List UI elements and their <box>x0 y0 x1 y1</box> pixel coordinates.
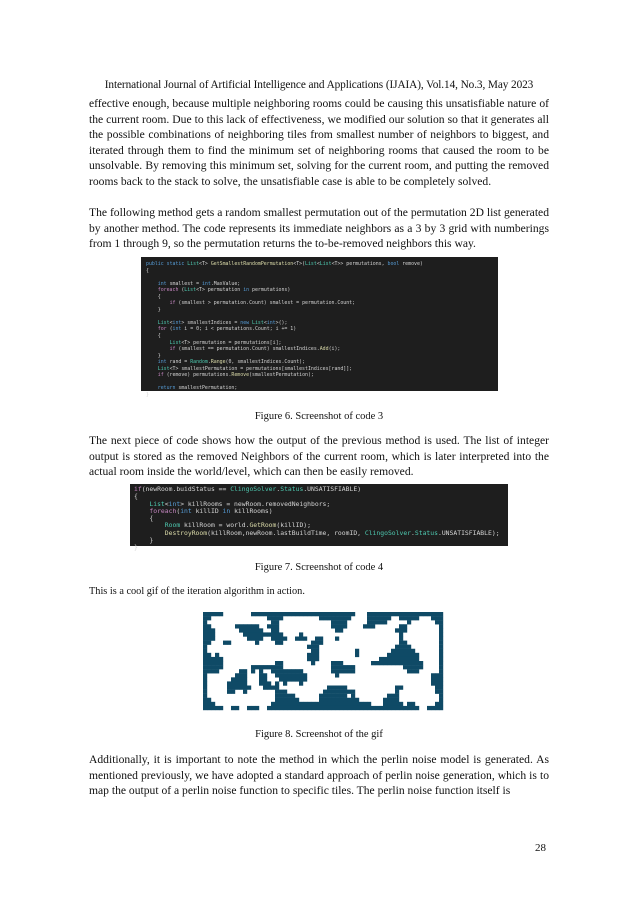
code-line: { <box>146 293 161 300</box>
code-line: { <box>134 514 154 523</box>
code-line: } <box>146 352 161 359</box>
code-line: if (remove) permutations.Remove(smallestPermutation); <box>157 372 314 379</box>
code-line: { <box>146 333 161 340</box>
figure-8-caption: Figure 8. Screenshot of the gif <box>255 729 383 740</box>
code-line: DestroyRoom(killRoom,newRoom.lastBuildTime, roomID, ClingoSolver.Status.UNSATISFIABLE); <box>164 528 500 537</box>
code-line: List<T> permutation = permutations[i]; <box>169 339 282 346</box>
code-line: List<T> smallestPermutation = permutations[smallestIndices[rand]]; <box>157 365 353 372</box>
code-line: } <box>146 391 149 398</box>
code-line: for (int i = 0; i < permutations.Count; i += 1) <box>157 326 297 333</box>
code-line: if(newRoom.buidStatus == ClingoSolver.Status.UNSATISFIABLE) <box>134 485 362 493</box>
journal-header: International Journal of Artificial Intelligence and Applications (IJAIA), Vol.14, No.3, May 2023 <box>104 79 534 91</box>
code-line: foreach(int killID in killRooms) <box>149 506 273 515</box>
figure-6-caption: Figure 6. Screenshot of code 3 <box>254 411 384 422</box>
paragraph-output-usage: The next piece of code shows how the output of the previous method is used. The list of integer output is stored as the removed Neighbors of the current room, which is later interpreted into the actual room inside the world/level, which can then be easily removed. <box>89 434 549 479</box>
code-line: int smallest = int.MaxValue; <box>157 280 241 287</box>
code-line: } <box>134 536 154 545</box>
code-line: } <box>146 306 161 313</box>
code-line: List<int> killRooms = newRoom.removedNeighbors; <box>149 499 331 508</box>
code-screenshot-3 <box>141 257 498 398</box>
code-line: int rand = Random.Range(0, smallestIndices.Count); <box>157 359 306 366</box>
paragraph-unsatisfiable: effective enough, because multiple neighboring rooms could be causing this unsatisfiable nature of the current room. Due to this lack of effectiveness, we modified our solution so that it generates all the possible combinations of neighboring tiles from smallest number of neighbors to biggest, and iterated through them to find the minimum set of neighboring rooms that caused the room to be unsolvable. By removing this minimum set, solving for the current room, and putting the removed rooms back to the stack to solve, the unsatisfiable case is able to be completely solved. <box>89 97 549 188</box>
paragraph-permutation-method: The following method gets a random smallest permutation out of the permutation 2D list generated by another method. The code represents its immediate neighbors as a 3 by 3 grid with numberings from 1 through 9, so the permutation returns the to-be-removed neighbors this way. <box>89 206 549 251</box>
page-number: 28 <box>535 842 546 854</box>
gif-note: This is a cool gif of the iteration algorithm in action. <box>89 586 305 597</box>
code-line: if (smallest == permutation.Count) smallestIndices.Add(i); <box>169 346 341 353</box>
code-line: { <box>134 492 138 501</box>
code-line: public static List<T> GetSmallestRandomPermutation<T>(List<List<T>> permutations, bool remove) <box>146 261 423 267</box>
maze-gif-image <box>203 612 443 710</box>
code-line: if (smallest > permutation.Count) smallest = permutation.Count; <box>169 300 356 307</box>
code-line: { <box>146 267 149 274</box>
code-line: foreach (List<T> permutation in permutations) <box>157 287 291 294</box>
figure-7-caption: Figure 7. Screenshot of code 4 <box>254 562 384 573</box>
code-line: Room killRoom = world.GetRoom(killID); <box>164 521 312 530</box>
code-line: } <box>134 543 138 552</box>
code-line: return smallestPermutation; <box>157 385 238 392</box>
code-screenshot-4 <box>130 484 508 552</box>
paragraph-perlin-noise: Additionally, it is important to note the method in which the perlin noise model is generated. As mentioned previously, we have adopted a standard approach of perlin noise generation, which is to map the output of a perlin noise function to specific tiles. The perlin noise function itself is <box>89 753 549 798</box>
code-line: List<int> smallestIndices = new List<int>(); <box>157 319 288 326</box>
